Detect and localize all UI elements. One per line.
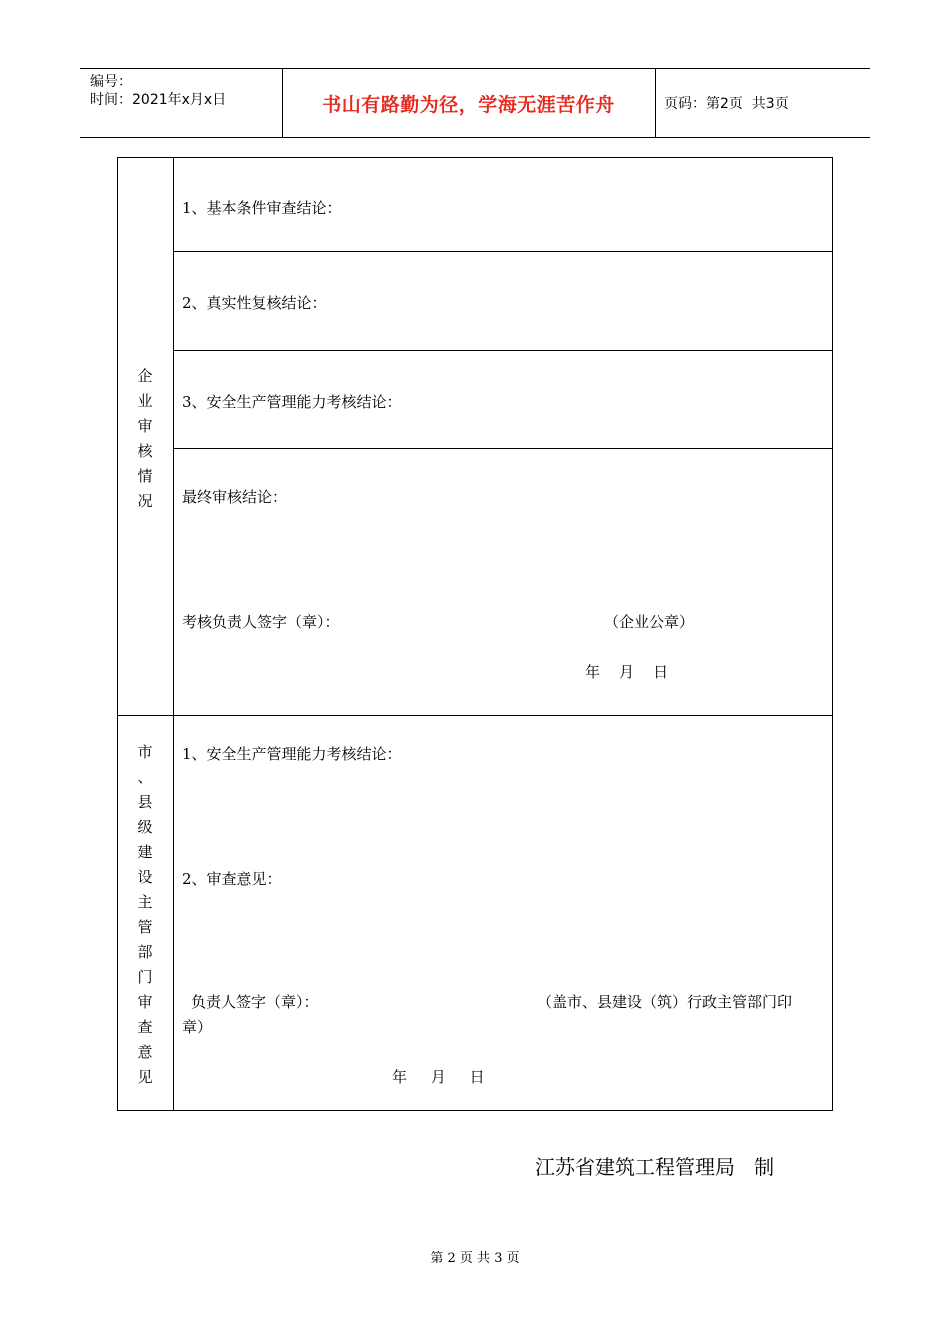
document-time-label: 时间：2021年x月x日 <box>90 92 227 108</box>
page-number: 第 2 页 共 3 页 <box>430 1251 520 1266</box>
city-county-review-side-label: 市 、 县 级 建 设 主 管 部 门 审 查 意 见 <box>137 743 153 1086</box>
row-divider <box>173 251 833 252</box>
header-meta-cell <box>80 69 283 137</box>
review-form-table <box>117 157 833 1111</box>
enterprise-review-side-label: 企 业 审 核 情 况 <box>137 367 153 510</box>
page-header <box>80 68 870 138</box>
column-divider <box>173 158 174 1110</box>
enterprise-seal-label: （企业公章） <box>604 613 695 631</box>
authority-seal-label-line1: （盖市、县建设（筑）行政主管部门印 <box>537 993 793 1011</box>
safety-capability-conclusion-label: 3、安全生产管理能力考核结论： <box>182 393 402 411</box>
issuing-authority: 江苏省建筑工程管理局 制 <box>535 1155 775 1179</box>
review-opinion-label: 2、审查意见： <box>182 870 282 888</box>
final-review-conclusion-label: 最终审核结论： <box>182 488 288 506</box>
header-motto: 书山有路勤为径，学海无涯苦作舟 <box>282 69 656 137</box>
section-divider <box>118 715 832 716</box>
row-divider <box>173 350 833 351</box>
header-page-info: 页码：第2页 共3页 <box>664 96 789 112</box>
authority-seal-label-line2: 章） <box>182 1018 213 1036</box>
row-divider <box>173 448 833 449</box>
assessor-signature-label: 考核负责人签字（章）： <box>182 613 340 631</box>
document-number-label: 编号： <box>90 74 132 90</box>
authenticity-check-conclusion-label: 2、真实性复核结论： <box>182 294 327 312</box>
basic-conditions-conclusion-label: 1、基本条件审查结论： <box>182 199 342 217</box>
city-safety-capability-conclusion-label: 1、安全生产管理能力考核结论： <box>182 745 402 763</box>
responsible-person-signature-label: 负责人签字（章）： <box>191 993 319 1011</box>
authority-date-label: 年 月 日 <box>392 1068 485 1086</box>
enterprise-date-label: 年 月 日 <box>585 663 669 681</box>
